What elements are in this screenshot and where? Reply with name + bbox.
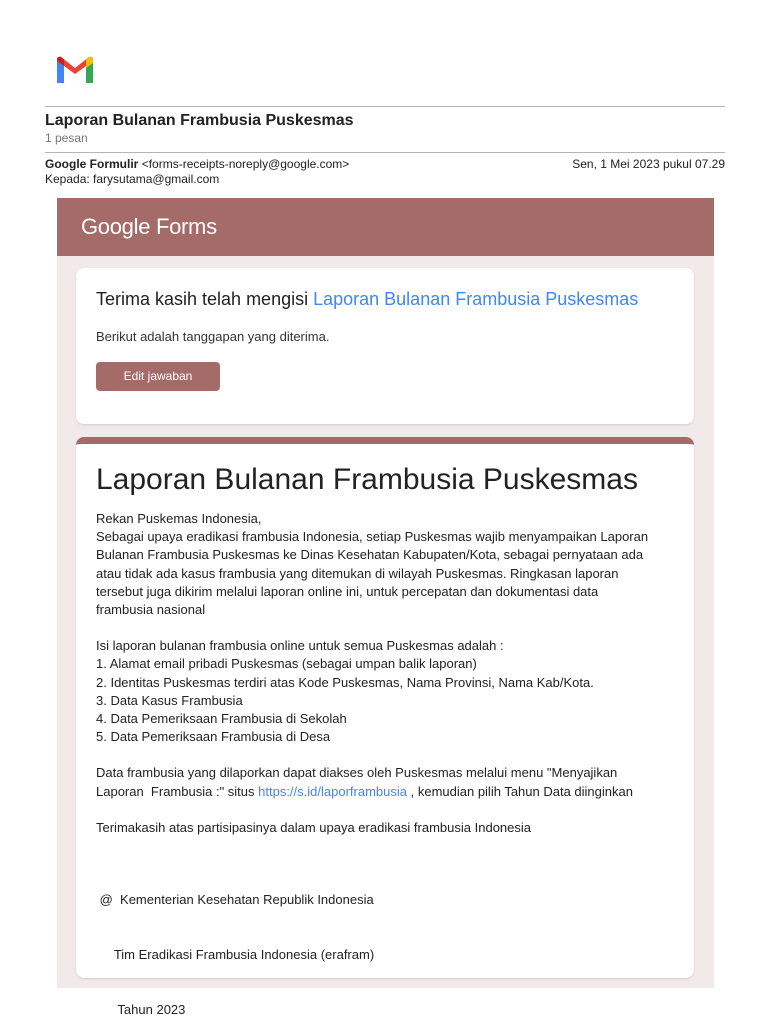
sender-email: <forms-receipts-noreply@google.com> xyxy=(141,157,350,171)
thanks-message xyxy=(96,286,674,312)
forms-header xyxy=(57,198,714,256)
form-card xyxy=(76,437,694,1017)
text-segment: , kemudian pilih Tahun Data diinginkan xyxy=(407,783,633,799)
thanks-prefix: Terima kasih telah mengisi xyxy=(96,289,309,309)
email-date: Sen, 1 Mei 2023 pukul 07.29 xyxy=(572,157,725,171)
sender-name: Google Formulir xyxy=(45,157,139,171)
gmail-logo xyxy=(54,54,96,84)
forms-email-body xyxy=(57,198,714,1017)
sender-line xyxy=(45,157,349,171)
list-item: 3. Data Kasus Frambusia xyxy=(96,692,243,708)
text-line: Data frambusia yang dilaporkan dapat diakses oleh Puskesmas melalui menu "Menyajikan xyxy=(96,765,618,781)
text-line: frambusia nasional xyxy=(96,602,206,618)
list-item: 2. Identitas Puskesmas terdiri atas Kode Puskesmas, Nama Provinsi, Nama Kab/Kota. xyxy=(96,674,594,690)
form-description xyxy=(96,510,674,1024)
list-item: 4. Data Pemeriksaan Frambusia di Sekolah xyxy=(96,711,347,727)
top-divider xyxy=(45,106,725,107)
email-subject: Laporan Bulanan Frambusia Puskesmas xyxy=(45,112,354,129)
text-line: atau tidak ada kasus frambusia yang ditemukan di wilayah Puskesmas. Ringkasan laporan xyxy=(96,565,619,581)
access-paragraph xyxy=(96,764,674,800)
receipt-card xyxy=(76,268,694,424)
text-line xyxy=(96,783,674,801)
text-line: Rekan Puskemas Indonesia, xyxy=(96,511,262,526)
signature-line: Tahun 2023 xyxy=(96,1001,186,1017)
text-line: Sebagai upaya eradikasi frambusia Indonesia, setiap Puskesmas wajib menyampaikan Laporan xyxy=(96,529,649,545)
text-line: tersebut juga dikirim melalui laporan online ini, untuk percepatan dan dokumentasi data xyxy=(96,583,599,599)
intro-paragraph xyxy=(96,510,674,619)
message-count: 1 pesan xyxy=(45,131,88,145)
signature-block xyxy=(96,855,674,1024)
recipient-line: Kepada: farysutama@gmail.com xyxy=(45,172,220,186)
edit-response-button[interactable]: Edit jawaban xyxy=(96,362,220,391)
text-line: Bulanan Frambusia Puskesmas ke Dinas Kesehatan Kabupaten/Kota, sebagai pernyataan ada xyxy=(96,547,644,563)
report-contents-list xyxy=(96,637,674,746)
report-url-link[interactable]: https://s.id/laporframbusia xyxy=(258,783,407,799)
form-title: Laporan Bulanan Frambusia Puskesmas xyxy=(96,463,638,496)
list-item: 5. Data Pemeriksaan Frambusia di Desa xyxy=(96,729,331,745)
list-item: 1. Alamat email pribadi Puskesmas (sebagai umpan balik laporan) xyxy=(96,656,477,672)
google-forms-logo: Google Forms xyxy=(81,214,217,239)
text-segment: Laporan Frambusia :" situs xyxy=(96,783,259,799)
text-line: Isi laporan bulanan frambusia online untuk semua Puskesmas adalah : xyxy=(96,638,504,654)
thanks-paragraph: Terimakasih atas partisipasinya dalam upaya eradikasi frambusia Indonesia xyxy=(96,819,532,835)
header-divider xyxy=(45,152,725,153)
form-link[interactable]: Laporan Bulanan Frambusia Puskesmas xyxy=(313,289,639,309)
received-text: Berikut adalah tanggapan yang diterima. xyxy=(96,329,330,344)
signature-line: @ Kementerian Kesehatan Republik Indonesia xyxy=(96,892,374,908)
signature-line: Tim Eradikasi Frambusia Indonesia (erafram) xyxy=(96,947,375,963)
